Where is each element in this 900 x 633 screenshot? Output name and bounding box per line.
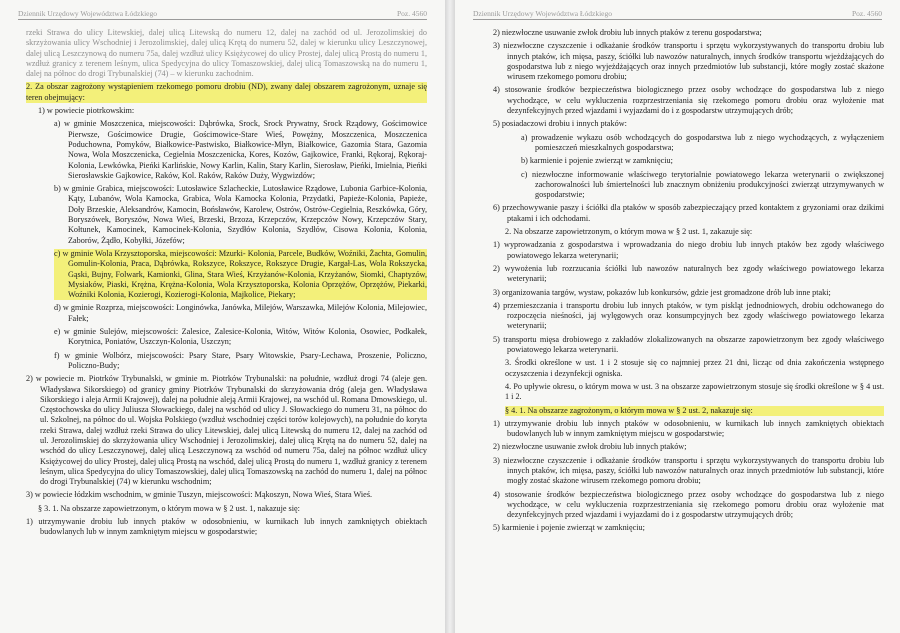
paragraph: 6) przechowywanie paszy i ściółki dla ptaków w sposób zabezpieczający przed kontaktem z gryzoniami oraz dzikimi ptakami i ich odchodami.: [493, 203, 884, 223]
paragraph: e) w gminie Sulejów, miejscowości: Zalesice, Zalesice-Kolonia, Witów, Witów Kolonia, Osowiec, Podkałek, Korytnica, Poniatów, Uszczyn-Kolonia, Uszczyn;: [54, 327, 427, 347]
paragraph: b) karmienie i pojenie zwierząt w zamknięciu;: [521, 156, 673, 166]
paragraph: 4) stosowanie środków bezpieczeństwa biologicznego przez osoby wchodzące do gospodarstwa lub z niego wychodzące, w celu wykluczenia rozprzestrzeniania się rzekomego pomoru drobiu oraz wyłożenie mat dezynfekcyjnych przed wjazdami i wyjazdami do i z gospodarstw utrzymujących drób;: [493, 85, 884, 116]
paragraph: 1) utrzymywanie drobiu lub innych ptaków w odosobnieniu, w kurnikach lub innych zamkniętych obiektach budowlanych lub w innym zamkniętym miejscu w gospodarstwie;: [26, 517, 427, 537]
paragraph: d) w gminie Rozprza, miejscowości: Longinówka, Janówka, Milejów, Warszawka, Milejów Kolonia, Milejowiec, Fałek;: [54, 303, 427, 323]
paragraph: c) niezwłoczne informowanie właściwego terytorialnie powiatowego lekarza weterynarii o zwiększonej zachorowalności lub śmiertelności lub znacznym obniżeniu produkcyjności zwierząt utrzymywanych w gospodarstwie;: [521, 169, 884, 200]
paragraph: 2) niezwłoczne usuwanie zwłok drobiu lub innych ptaków;: [493, 442, 687, 452]
left-header-page: Poz. 4560: [397, 9, 427, 18]
right-header-title: Dziennik Urzędowy Województwa Łódzkiego: [473, 9, 613, 18]
left-page: [0, 0, 445, 633]
paragraph: 4. Po upływie okresu, o którym mowa w ust. 3 na obszarze zapowietrzonym stosuje się środki określone w § 4 ust. 1 i 2.: [505, 381, 884, 402]
paragraph: c) w gminie Wola Krzysztoporska, miejscowości: Mzurki- Kolonia, Parcele, Budków, Woźniki, Żachta, Gomulin, Gomulin-Kolonia, Praca, Dąbrówka, Rokszyce, Rokszyce, Rokszyce Drugie, Kargał-Las, Wola Rokszycka, Gąski, Bujny, Folwark, Kamionki, Glina, Stara Wieś, Krzyżanów-Kolonia, Krzyżanów, Siomki, Chaptyzów, Mysiaków, Piaski, Krężna, Krężna-Kolonia, Wola Krzysztoporska, Kolonia Oprzężów, Oprzężów, Piekarki, Woźniki Kolonia, Kozierogi, Kozierogi-Kolonia, Majkolice, Piekary;: [54, 248, 427, 300]
page-gutter: [445, 0, 455, 633]
paragraph: § 3. 1. Na obszarze zapowietrzonym, o którym mowa w § 2 ust. 1, nakazuje się:: [38, 503, 300, 513]
paragraph: 5) karmienie i pojenie zwierząt w zamknięciu;: [493, 523, 645, 533]
left-page-header: [18, 3, 427, 20]
left-page-body: [26, 28, 427, 541]
paragraph: 5) transportu mięsa drobiowego z zakładów zlokalizowanych na obszarze zapowietrzonym bez zgody właściwego powiatowego lekarza weterynarii.: [493, 334, 884, 355]
paragraph: 3) organizowania targów, wystaw, pokazów lub konkursów, gdzie jest gromadzone drób lub inne ptaki;: [493, 287, 831, 297]
paragraph: 3. Środki określone w ust. 1 i 2 stosuje się co najmniej przez 21 dni, licząc od dnia zakończenia wstępnego oczyszczenia i dezynfekcji ogniska.: [505, 358, 884, 378]
left-header-title: Dziennik Urzędowy Województwa Łódzkiego: [18, 9, 158, 18]
paragraph: rzeki Strawa do ulicy Litewskiej, dalej ulicą Litewską do numeru 12, dalej na zachód od ul. Jerozolimskiej do skrzyżowania ulicy Wschodniej i Jerozolimskiej, dalej ulicą Krętą do numeru 52, dalej w kierunku ulicy Leszczynowej, dalej ulicą Leszczynową do numeru 75a, dalej wzdłuż ulicy Księżycowej do ulicy Prostej, dalej ulicą Prostą do numeru 1, wzdłuż granicy z terenem leśnym, ulica Spedycyjna do ulicy Tomaszowskiej, dalej ulicą Tomaszowską na do numeru 1, dalej na północ do drogi Trybunalskiej (74) – w kierunku zachodnim.: [26, 28, 427, 79]
paragraph: 4) przemieszczania i transportu drobiu lub innych ptaków, w tym piskląt jednodniowych, drobiu odchowanego do rozpoczęcia nieśności, jaj wylęgowych oraz konsumpcyjnych bez zgody właściwego powiatowego lekarza weterynarii;: [493, 300, 884, 331]
paragraph: § 4. 1. Na obszarze zagrożonym, o którym mowa w § 2 ust. 2, nakazuje się:: [505, 406, 884, 416]
paragraph: 2) wywożenia lub rozrzucania ściółki lub nawozów naturalnych bez zgody właściwego powiatowego lekarza weterynarii;: [493, 263, 884, 284]
paragraph: 4) stosowanie środków bezpieczeństwa biologicznego przez osoby wchodzące do gospodarstwa lub z niego wychodzące, w celu wykluczenia rozprzestrzeniania się rzekomego pomoru drobiu oraz wyłożenie mat dezynfekcyjnych przed wjazdami i wyjazdami do i z gospodarstw utrzymujących drób;: [493, 489, 884, 520]
paragraph: 5) posiadaczowi drobiu i innych ptaków:: [493, 119, 627, 129]
paragraph: b) w gminie Grabica, miejscowości: Lutosławice Szlacheckie, Lutosławice Rządowe, Lubonia Garbice-Kolonia, Kąty, Lubanów, Wola Kamocka, Grabica, Wola Kamocka Kolonia, Przydatki, Papieże-Kolonia, Papieże, Doły Brzeskie, Aleksandrów, Kamocin, Bońsławów, Karolew, Ostrów, Ostrów-Cegielnia, Reszkówka, Góry, Boryszówek, Boryszów, Nowa Wieś, Brzeski, Brzoza, Krzepczów, Krzepczów Nowy, Krzepczów Stary, Kołtunek, Kamocinek, Kamocinek-Kolonia, Szydłów Kolonia, Szydłów, Cisowa Kolonia, Kolonia, Zaborów, Żądło, Kobyłki, Józefów;: [54, 184, 427, 245]
paragraph: 1) utrzymywanie drobiu lub innych ptaków w odosobnieniu, w kurnikach lub innych zamkniętych obiektach budowlanych lub w innym zamkniętym miejscu w gospodarstwie;: [493, 418, 884, 439]
right-header-page: Poz. 4560: [852, 9, 882, 18]
paragraph: 1) wyprowadzania z gospodarstwa i wprowadzania do niego drobiu lub innych ptaków bez zgody właściwego powiatowego lekarza weterynarii;: [493, 240, 884, 260]
right-page-body: [493, 28, 884, 537]
paragraph: 2) w powiecie m. Piotrków Trybunalski, w gminie m. Piotrków Trybunalski: na południe, wzdłuż drogi 74 (aleje gen. Władysława Sikorskiego) od granicy gminy Piotrków Trybunalski do skrzyżowania dróg (aleja gen. Władysława Sikorskiego i aleja Armii Krajowej), dalej na południe aleją Armii Krajowej, na wschód ul. Romana Dmowskiego, ul. Częstochowska do ulicy Juliusza Słowackiego, dalej na wschód od ulicy J. Słowackiego do numeru 31, na północ do ul. Szkolnej, na północ do ul. Wojska Polskiego (wzdłuż wschodniej części torów kolejowych), na południe do koryta rzeki Strawa, dalej wzdłuż rzeki Strawa do ulicy Litewskiej, dalej ulicą Litewską do numeru 12, dalej na zachód od ul. Jerozolimskiej do skrzyżowania ulicy Wschodniej i Jerozolimskiej, dalej ulicą Krętą na do numeru 52, dalej na wschód do ulicy Leszczynowej, dalej ulicą Leszczynową za wschód od numeru 75a, dalej na północ wzdłuż ulicy Księżycowej do ulicy Prostej, dalej ulicą Prostą na wschód, dalej ulicą Prostą do numeru 1, wzdłuż granicy z terenem leśnym, ulica Spedycyjna do ulicy Tomaszowskiej, dalej ulicą Tomaszowską na zachód do numeru 1, dalej na północ do drogi Trybunalskiej (74) w kierunku wschodnim;: [26, 374, 427, 487]
paragraph: 3) niezwłoczne czyszczenie i odkażanie środków transportu i sprzętu wykorzystywanych do transportu drobiu lub innych ptaków, ich mięsa, paszy, ściółki lub nawozów naturalnych oraz innych przedmiotów lub substancji, które mogły zostać skażone wirusem rzekomego pomoru drobiu;: [493, 455, 884, 486]
paragraph: 2. Za obszar zagrożony wystąpieniem rzekomego pomoru drobiu (ND), zwany dalej obszarem zagrożonym, uznaje się teren obejmujący:: [26, 82, 427, 102]
paragraph: a) prowadzenie wykazu osób wchodzących do gospodarstwa lub z niego wychodzących, z wyłączeniem pomieszczeń mieszkalnych gospodarstwa;: [521, 132, 884, 152]
paragraph: 2) niezwłoczne usuwanie zwłok drobiu lub innych ptaków z terenu gospodarstwa;: [493, 28, 762, 37]
right-page-header: [473, 3, 882, 20]
paragraph: 3) niezwłoczne czyszczenie i odkażanie środków transportu i sprzętu wykorzystywanych do transportu drobiu lub innych ptaków, ich mięsa, paszy, ściółki lub nawozów naturalnych, innych środków transportu wjeżdżających do gospodarstwa lub z niego wyjeżdżających oraz innych przedmiotów lub substancji, które mogły zostać skażone wirusem rzekomego pomoru drobiu;: [493, 41, 884, 82]
paragraph: 1) w powiecie piotrkowskim:: [38, 106, 135, 116]
paragraph: 2. Na obszarze zapowietrzonym, o którym mowa w § 2 ust. 1, zakazuje się:: [505, 227, 753, 237]
right-page: [455, 0, 900, 633]
paragraph: 3) w powiecie łódzkim wschodnim, w gminie Tuszyn, miejscowości: Mąkoszyn, Nowa Wieś, Stara Wieś.: [26, 490, 373, 500]
paragraph: a) w gminie Moszczenica, miejscowości: Dąbrówka, Srock, Srock Prywatny, Srock Rządowy, Gościmowice Pierwsze, Gościmowice Drugie, Gościmowice-Stare Wieś, Powężny, Moszczenica, Moszczenica Poduchowna, Pomyków, Białkowice-Pastwisko, Białkowice-Młyn, Białkowice, Gazomia Stara, Gazomia Nowa, Wola Moszczenicka, Cegielnia Moszczenicka, Kores, Kozów, Gajkowice, Franki, Rękoraj, Rękoraj-Kolonia, Lewkówka, Pieńki Karlińskie, Nowy Karlin, Kalin, Stary Karlin, Sierosław, Pieńki, Imielnia, Pieńki Sierosławskie Gajkowice, Raków, Kol. Raków, Raków Duży, Wygwizdów;: [54, 119, 427, 180]
paragraph: f) w gminie Wolbórz, miejscowości: Psary Stare, Psary Witowskie, Psary-Lechawa, Proszenie, Policzno, Policzno-Budy;: [54, 350, 427, 370]
